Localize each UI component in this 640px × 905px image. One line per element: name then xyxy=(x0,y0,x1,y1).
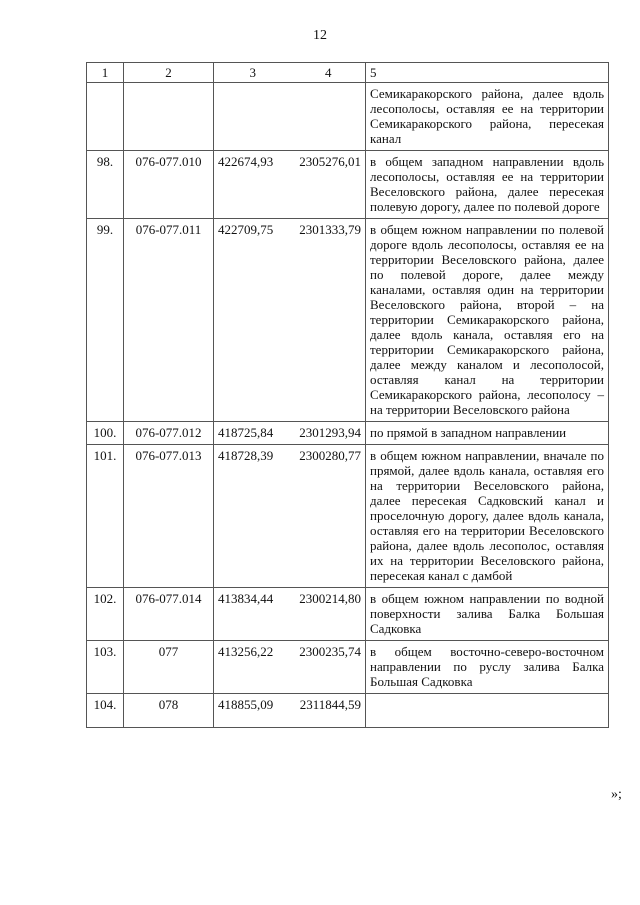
table-row xyxy=(87,641,609,694)
coord-x: 422709,75 xyxy=(214,219,292,422)
point-code: 077 xyxy=(124,641,214,694)
coord-x: 418855,09 xyxy=(214,694,292,728)
table-row xyxy=(87,151,609,219)
row-number: 99. xyxy=(87,219,124,422)
boundary-description: в общем западном направлении вдоль лесополосы, оставляя ее на территории Веселовского района, далее пересекая полевую дорогу, далее по полевой дороге xyxy=(366,151,609,219)
row-number: 100. xyxy=(87,422,124,445)
header-row xyxy=(87,63,609,83)
point-code: 078 xyxy=(124,694,214,728)
table-row xyxy=(87,422,609,445)
table-row xyxy=(87,445,609,588)
boundary-description: Семикаракорского района, далее вдоль лесополосы, оставляя ее на территории Семикаракорского района, пересекая канал xyxy=(366,83,609,151)
boundary-description: по прямой в западном направлении xyxy=(366,422,609,445)
row-number: 102. xyxy=(87,588,124,641)
table-row xyxy=(87,694,609,728)
boundary-description: в общем южном направлении по полевой дороге вдоль лесополосы, оставляя ее на территории Веселовского района, далее по полевой дороге, далее между каналами, оставляя один на территории Веселовского района, второй – на территории Семикаракорского района, далее вдоль канала, оставляя его на территории Семикаракорского района, далее между каналом и лесополосой, оставляя канал на территории Семикаракорского района, лесополосу – на территории Веселовского района xyxy=(366,219,609,422)
boundary-description: в общем восточно-северо-восточном направлении по руслу залива Балка Большая Садковка xyxy=(366,641,609,694)
header-col-5: 5 xyxy=(366,63,609,83)
coord-y: 2300280,77 xyxy=(292,445,366,588)
table-row xyxy=(87,219,609,422)
point-code: 076-077.014 xyxy=(124,588,214,641)
coord-x: 413256,22 xyxy=(214,641,292,694)
point-code: 076-077.013 xyxy=(124,445,214,588)
table-row xyxy=(87,83,609,151)
coord-x: 418728,39 xyxy=(214,445,292,588)
table-body xyxy=(87,83,609,728)
coord-x: 418725,84 xyxy=(214,422,292,445)
coord-y: 2311844,59 xyxy=(292,694,366,728)
closing-quote-mark: »; xyxy=(611,787,622,802)
boundary-description: в общем южном направлении, вначале по прямой, далее вдоль канала, оставляя его на территории Веселовского района, далее пересекая Садковский канал и проселочную дорогу, далее вдоль канала, оставляя его на территории Веселовского района, далее вдоль лесополос, оставляя их на территории Веселовского района, пересекая канал с дамбой xyxy=(366,445,609,588)
coord-y: 2301293,94 xyxy=(292,422,366,445)
row-number xyxy=(87,83,124,151)
row-number: 103. xyxy=(87,641,124,694)
header-col-3: 3 xyxy=(214,63,292,83)
table-row xyxy=(87,588,609,641)
header-col-4: 4 xyxy=(292,63,366,83)
header-col-2: 2 xyxy=(124,63,214,83)
coord-y: 2300214,80 xyxy=(292,588,366,641)
table-header xyxy=(87,63,609,83)
coord-x: 422674,93 xyxy=(214,151,292,219)
page-number: 12 xyxy=(313,28,327,43)
header-col-1: 1 xyxy=(87,63,124,83)
row-number: 98. xyxy=(87,151,124,219)
boundary-description: в общем южном направлении по водной поверхности залива Балка Большая Садковка xyxy=(366,588,609,641)
coord-y: 2305276,01 xyxy=(292,151,366,219)
boundary-description xyxy=(366,694,609,728)
row-number: 104. xyxy=(87,694,124,728)
point-code: 076-077.011 xyxy=(124,219,214,422)
point-code: 076-077.010 xyxy=(124,151,214,219)
row-number: 101. xyxy=(87,445,124,588)
coord-x xyxy=(214,83,292,151)
coord-x: 413834,44 xyxy=(214,588,292,641)
boundary-table xyxy=(86,62,609,728)
coord-y xyxy=(292,83,366,151)
point-code: 076-077.012 xyxy=(124,422,214,445)
coord-y: 2300235,74 xyxy=(292,641,366,694)
coord-y: 2301333,79 xyxy=(292,219,366,422)
point-code xyxy=(124,83,214,151)
